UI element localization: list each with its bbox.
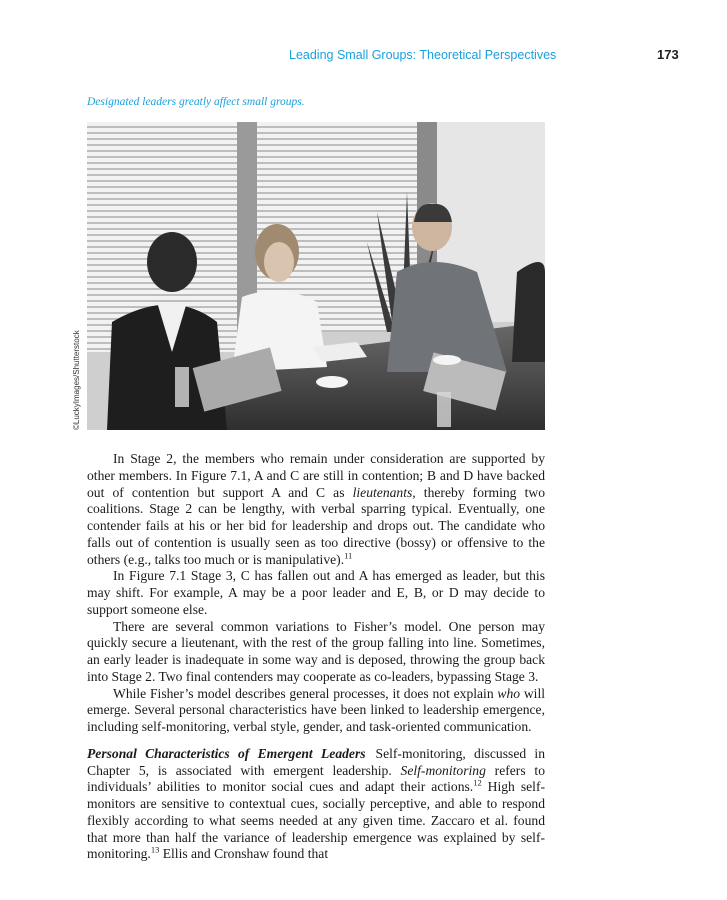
text: refers to individuals’ abilities to monitor social cues and adapt their actions. bbox=[87, 762, 545, 795]
page-number: 173 bbox=[657, 47, 679, 62]
footnote-ref: 11 bbox=[344, 549, 353, 560]
figure-caption: Designated leaders greatly affect small groups. bbox=[87, 96, 305, 108]
text: While Fisher’s model describes general processes, it does not explain bbox=[113, 685, 498, 701]
text: Ellis and Cronshaw found that bbox=[159, 846, 329, 862]
text: Self-monitoring, discussed in Chapter 5, is associated with emergent leadership. bbox=[87, 745, 545, 778]
text: High self-monitors are sensitive to contextual cues, socially perceptive, and able to respond flexibly according to what seems needed at any given time. Zaccaro et al. found that more than half the variance of leadership emergence was explained by self-monitoring. bbox=[87, 779, 545, 862]
emphasis: who bbox=[497, 685, 521, 701]
text: will emerge. Several personal characteristics have been linked to leadership emergence, including self-monitoring, verbal style, gender, and task-oriented communication. bbox=[87, 685, 545, 734]
paragraph bbox=[87, 451, 545, 568]
text: thereby forming two coalitions. Stage 2 can be lengthy, with verbal sparring typical. Eventually, one contender fails at his or her bid for leadership and drops out. The candidate who falls out of contention is usually seen as too directive (bossy) or offensive to the others (e.g., talks too much or is manipulative). bbox=[87, 484, 545, 567]
body-text bbox=[87, 451, 545, 863]
meeting-photo bbox=[87, 122, 545, 430]
paragraph bbox=[87, 686, 545, 736]
photo-credit: ©LuckyImages/Shutterstock bbox=[72, 330, 81, 430]
footnote-ref: 12 bbox=[473, 777, 482, 788]
emphasis: Self-monitoring bbox=[400, 762, 486, 778]
paragraph: In Figure 7.1 Stage 3, C has fallen out and A has emerged as leader, but this may shift. For example, A may be a poor leader and E, B, or D may decide to support someone else. bbox=[87, 568, 545, 617]
footnote-ref: 13 bbox=[150, 844, 160, 855]
emphasis: lieutenants, bbox=[352, 484, 416, 500]
section-heading: Personal Characteristics of Emergent Leaders bbox=[87, 745, 366, 761]
running-head: Leading Small Groups: Theoretical Perspectives bbox=[289, 48, 557, 62]
paragraph: There are several common variations to Fisher’s model. One person may quickly secure a lieutenant, with the rest of the group falling into line. Sometimes, an early leader is inadequate in some way and is deposed, throwing the group back into Stage 2. Two final contenders may cooperate as co-leaders, bypassing Stage 3. bbox=[87, 618, 545, 684]
text: In Stage 2, the members who remain under consideration are supported by other members. In Figure 7.1, A and C are still in contention; B and D have backed out of contention but support A and C as bbox=[87, 451, 545, 500]
paragraph bbox=[87, 746, 545, 863]
